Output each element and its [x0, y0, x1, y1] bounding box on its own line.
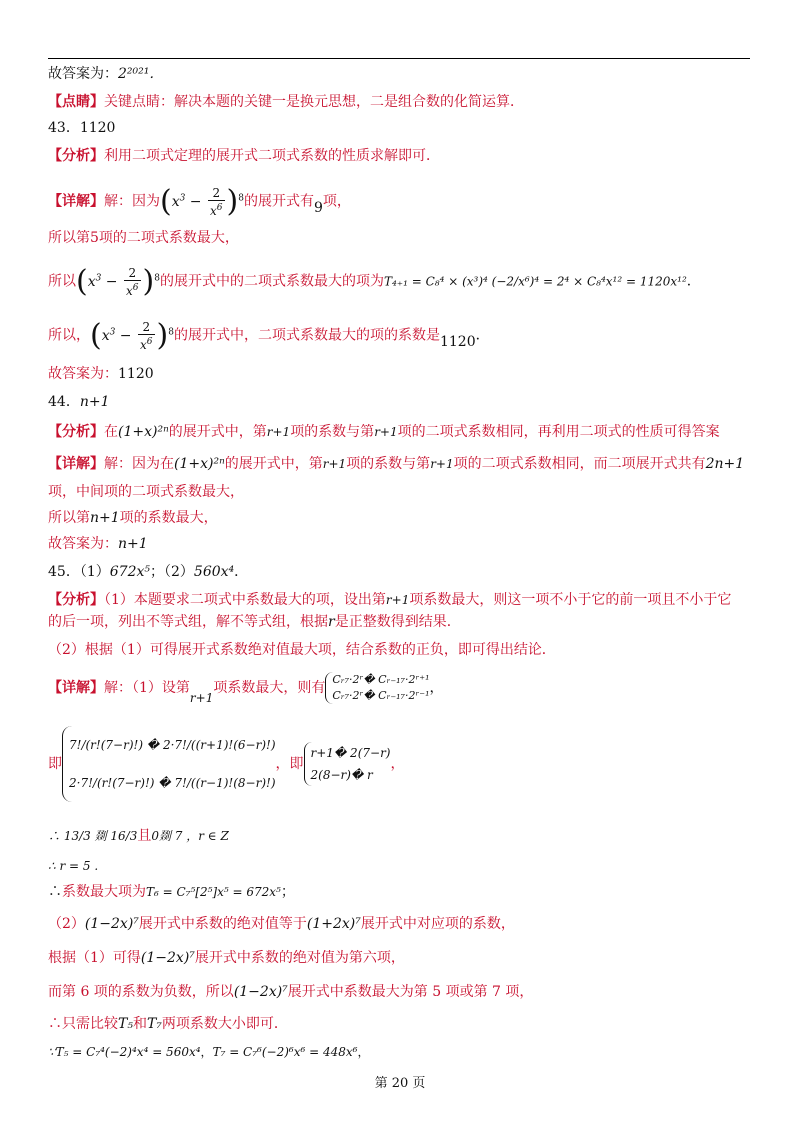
inequality: Cᵣ₇·2ʳ� Cᵣ₋₁₇·2ʳ⁻¹: [332, 689, 430, 702]
text: ．: [475, 327, 490, 344]
math: n+1: [90, 510, 120, 526]
text: 的展开式中，第: [168, 424, 267, 440]
question-number: 44．: [48, 394, 80, 410]
text: 项系数最大，则有: [213, 680, 326, 696]
text: 在: [104, 424, 118, 440]
math: 2n+1: [705, 456, 745, 472]
text: 项的系数与第: [290, 424, 375, 440]
line-fifth-term: [48, 228, 239, 248]
line-t5-t7: [48, 1042, 370, 1062]
text: 所以第: [48, 510, 90, 526]
line-sixth-term: [48, 948, 405, 968]
simplified-system: [304, 742, 391, 786]
math: ∴ r = 5 .: [48, 859, 99, 873]
math: T₇ = C₇⁶(−2)⁶x⁶ = 448x⁶: [212, 1045, 358, 1059]
question-43: [48, 118, 115, 138]
inequality: 2·7!/(r!(7−r)!) � 7!/((r−1)!(8−r)!): [69, 776, 276, 790]
answer-1: 672x⁵: [109, 564, 150, 580]
line-compare: [48, 1014, 288, 1034]
math: (1+x)²ⁿ: [174, 456, 225, 472]
line-fenxi-45-part2: [48, 640, 556, 660]
math: r: [328, 614, 335, 630]
math: T₇: [146, 1016, 162, 1032]
answer: 1120: [439, 333, 476, 350]
math: (1+x)²ⁿ: [118, 424, 169, 440]
question-number: 45．: [48, 564, 80, 580]
text: ，即: [275, 756, 304, 772]
line-coefficient: [48, 312, 490, 356]
text: 故答案为：: [48, 66, 118, 82]
line-answer-44: [48, 534, 148, 554]
text: ．: [234, 564, 249, 580]
question-number: 43．: [48, 120, 80, 136]
text: 项，中间项的二项式系数最大，: [48, 484, 244, 500]
text: 根据（1）可得: [48, 950, 141, 966]
text: 所以第5项的二项式系数最大，: [48, 230, 239, 246]
line-factorial-system: [48, 722, 404, 806]
math: ∵T₅ = C₇⁴(−2)⁴x⁴ = 560x⁴: [48, 1045, 201, 1059]
text: 项的二项式系数相同，再利用二项式的性质可得答案: [397, 424, 720, 440]
math: T₅: [118, 1016, 133, 1032]
line-max-term: [48, 258, 701, 302]
answer: 1120: [118, 366, 154, 382]
text: 故答案为：: [48, 366, 118, 382]
answer: n+1: [79, 394, 110, 410]
tag-fenxi: 【分析】: [48, 148, 104, 164]
math: r+1: [266, 425, 291, 439]
text: 的展开式中，第: [224, 456, 323, 472]
text: 所以: [48, 273, 76, 290]
text: 两项系数大小即可．: [161, 1016, 288, 1032]
text: （2）: [48, 916, 85, 932]
answer: n+1: [118, 536, 148, 552]
math: (1−2x)⁷: [233, 984, 288, 1000]
inequality-system: [325, 672, 429, 704]
line-xiangjie-43: [48, 178, 351, 222]
text: （1）: [79, 564, 110, 580]
math: r+1: [189, 691, 214, 705]
tag-xiangjie: 【详解】: [48, 193, 104, 210]
text: 的展开式中的二项式系数最大的项为: [159, 273, 384, 290]
binomial-expression: ($x^3$ − $\frac{2}{x^6}$ )$^8$: [90, 317, 174, 353]
text: 且: [137, 828, 152, 844]
text: 展开式中系数的绝对值等于: [138, 916, 307, 932]
line-fenxi-45-cont: [48, 612, 461, 632]
text: 而第 6 项的系数为负数，所以: [48, 984, 234, 1000]
math: r+1: [322, 457, 347, 471]
term-count: 9: [313, 199, 323, 216]
text: 项的系数最大，: [119, 510, 218, 526]
inequality: r+1� 2(7−r): [310, 746, 391, 760]
line-fenxi-44: [48, 422, 720, 442]
text: 关键点睛：解决本题的关键一是换元思想，二是组合数的化简运算．: [104, 94, 524, 110]
binomial-expression: ($x^3$ − $\frac{2}{x^6}$ )$^8$: [160, 183, 244, 219]
line-r-value: [48, 856, 98, 876]
inequality: Cᵣ₇·2ʳ� Cᵣ₋₁₇·2ʳ⁺¹: [332, 673, 430, 686]
text: 即: [48, 756, 62, 772]
answer-2: 560x⁴: [193, 564, 235, 580]
text: 是正整数得到结果．: [334, 614, 461, 630]
question-44: [48, 392, 109, 412]
text: 故答案为：: [48, 536, 118, 552]
question-45: [48, 562, 248, 582]
math: r+1: [374, 425, 398, 439]
text: ，: [429, 680, 444, 696]
line-max-coef-term: [48, 882, 295, 902]
line-fenxi-43: [48, 146, 440, 166]
math: r+1: [385, 593, 410, 607]
text: ；: [280, 884, 295, 900]
inequality: 7!/(r!(7−r)!) � 2·7!/((r+1)!(6−r)!): [69, 738, 276, 752]
text: （2）根据（1）可得展开式系数绝对值最大项，结合系数的正负，即可得出结论．: [48, 642, 556, 658]
math: 0剟 7 ，r ∈ Z: [151, 829, 229, 843]
tag-xiangjie: 【详解】: [48, 680, 104, 696]
line-negative-coef: [48, 982, 533, 1002]
text: 的后一项，列出不等式组，解不等式组，根据: [48, 614, 328, 630]
line-max-coef: [48, 508, 218, 528]
inequality: 2(8−r)� r: [310, 768, 373, 782]
math: T₆ = C₇⁵[2⁵]x⁵ = 672x⁵: [146, 885, 281, 899]
text: 解：因为: [104, 193, 160, 210]
line-xiangjie-45: [48, 668, 444, 708]
text: （1）本题要求二项式中系数最大的项，设出第: [104, 592, 386, 608]
line-fenxi-45: [48, 590, 731, 610]
text: 的展开式有: [243, 193, 314, 210]
line-answer-43: [48, 364, 154, 384]
text: 系数最大项为: [62, 884, 146, 900]
tag-fenxi: 【分析】: [48, 592, 104, 608]
tag-fenxi: 【分析】: [48, 424, 104, 440]
text: ；（2）: [149, 564, 194, 580]
text: 的展开式中，二项式系数最大的项的系数是: [173, 327, 440, 344]
line-middle-term: [48, 482, 244, 502]
line-xiangjie-44: [48, 454, 744, 474]
text: 项系数最大，则这一项不小于它的前一项且不小于它: [409, 592, 732, 608]
answer: 1120: [79, 120, 116, 136]
text: 项，: [322, 193, 351, 210]
factorial-system: [62, 726, 276, 802]
page-number: 第 20 页: [374, 1076, 426, 1091]
text: ，: [390, 756, 405, 772]
header-rule: [48, 58, 750, 59]
text: 项的二项式系数相同，而二项展开式共有: [453, 456, 706, 472]
math: 2²⁰²¹．: [118, 66, 164, 82]
line-part2: [48, 914, 515, 934]
text: 展开式中系数最大为第 5 项或第 7 项，: [287, 984, 534, 1000]
tag-dianjing: 【点睛】: [48, 94, 104, 110]
text: ∴只需比较: [48, 1016, 118, 1032]
text: ，: [357, 1045, 370, 1059]
text: 项的系数与第: [346, 456, 431, 472]
text: ．: [686, 273, 701, 290]
text: 展开式中对应项的系数，: [360, 916, 515, 932]
text: 解：（1）设第: [104, 680, 190, 696]
tag-xiangjie: 【详解】: [48, 456, 104, 472]
line-range: [48, 826, 229, 846]
text: ∴: [48, 884, 62, 900]
math-expansion: T₄₊₁ = C₈⁴ × (x³)⁴ (−2/x⁶)⁴ = 2⁴ × C₈⁴x¹² = 1120x¹²: [383, 274, 687, 289]
text: ，: [200, 1045, 213, 1059]
text: 和: [132, 1016, 147, 1032]
text: 所以，: [48, 327, 90, 344]
math: (1−2x)⁷: [84, 916, 139, 932]
math: r+1: [430, 457, 454, 471]
text: 解：因为在: [104, 456, 174, 472]
math: (1−2x)⁷: [140, 950, 195, 966]
line-dianjing: [48, 92, 524, 112]
binomial-expression: ($x^3$ − $\frac{2}{x^6}$ )$^8$: [76, 263, 160, 299]
text: 利用二项式定理的展开式二项式系数的性质求解即可．: [104, 148, 440, 164]
text: 展开式中系数的绝对值为第六项，: [194, 950, 405, 966]
line-answer-prev: [48, 64, 163, 84]
math: (1+2x)⁷: [306, 916, 361, 932]
math: ∴ 13/3 剟 16/3: [48, 829, 138, 843]
